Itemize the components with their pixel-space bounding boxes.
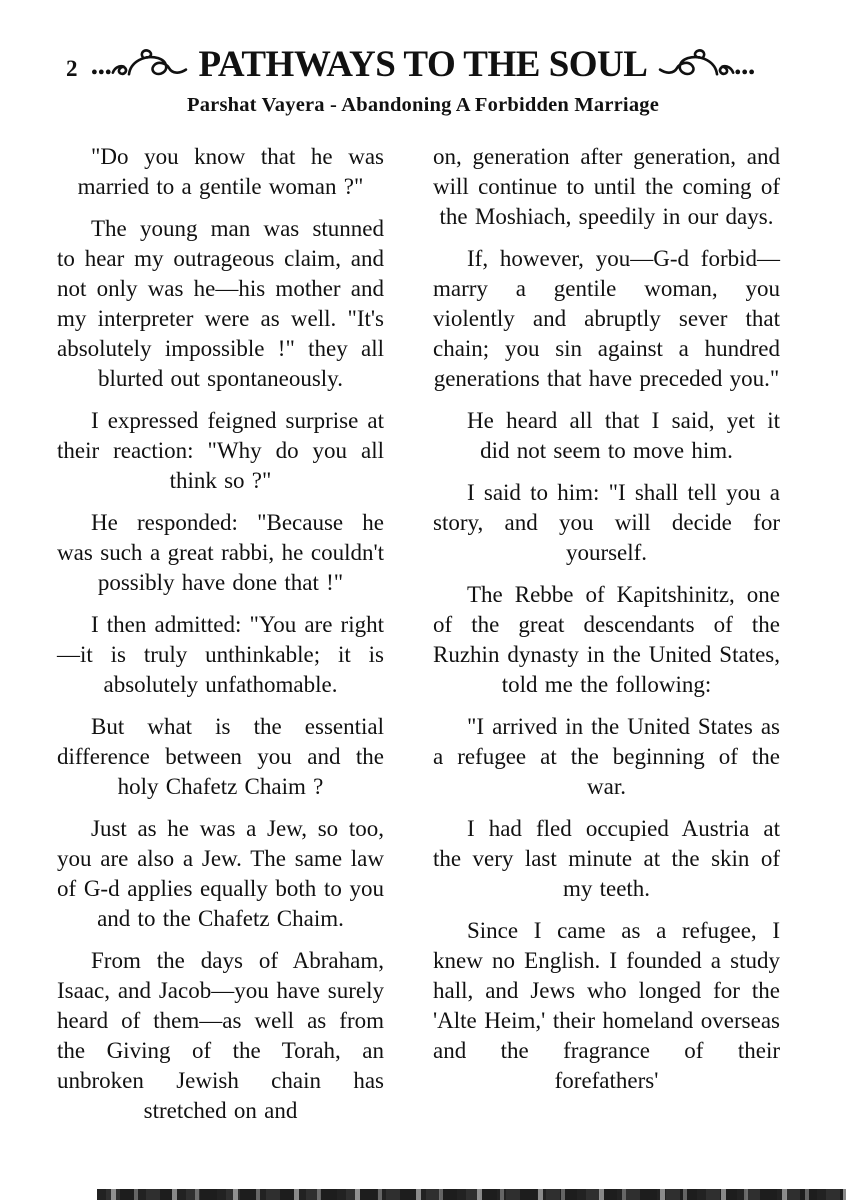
paragraph: The young man was stunned to hear my outrageous claim, and not only was he—his mother and my interpreter were as well. "It's absolutely impossible !" they all blurted out spontaneously. [57, 216, 384, 391]
left-column [57, 142, 384, 1138]
bottom-edge-artifact [97, 1189, 846, 1200]
paragraph: I then admitted: "You are right—it is truly unthinkable; it is absolutely unfathomable. [57, 612, 384, 697]
paragraph: He responded: "Because he was such a great rabbi, he couldn't possibly have done that !" [57, 510, 384, 595]
two-column-text [0, 117, 846, 1138]
page-title: PATHWAYS TO THE SOUL [198, 44, 648, 85]
paragraph: Since I came as a refugee, I knew no English. I founded a study hall, and Jews who longed for the 'Alte Heim,' their homeland overseas and the fragrance of their forefathers' [433, 918, 780, 1093]
chapter-subtitle: Parshat Vayera - Abandoning A Forbidden Marriage [186, 94, 660, 116]
right-column [433, 142, 780, 1138]
paragraph: I expressed feigned surprise at their reaction: "Why do you all think so ?" [57, 408, 384, 493]
paragraph: But what is the essential difference between you and the holy Chafetz Chaim ? [57, 714, 384, 799]
paragraph: I had fled occupied Austria at the very last minute at the skin of my teeth. [433, 816, 780, 901]
paragraph: "I arrived in the United States as a refugee at the beginning of the war. [433, 714, 780, 799]
paragraph: on, generation after generation, and will continue to until the coming of the Moshiach, speedily in our days. [433, 144, 780, 229]
page-header [0, 0, 846, 117]
paragraph: If, however, you—G-d forbid—marry a gentile woman, you violently and abruptly sever that chain; you sin against a hundred generations that have preceded you." [433, 246, 780, 391]
paragraph: He heard all that I said, yet it did not seem to move him. [467, 408, 780, 463]
paragraph: "Do you know that he was married to a gentile woman ?" [77, 144, 384, 199]
flourish-left-icon [89, 48, 189, 82]
page-number: 2 [66, 56, 78, 81]
paragraph: I said to him: "I shall tell you a story, and you will decide for yourself. [433, 480, 780, 565]
paragraph: From the days of Abraham, Isaac, and Jacob—you have surely heard of them—as well as from the Giving of the Torah, an unbroken Jewish chain has stretched on and [57, 948, 384, 1123]
title-row [0, 46, 846, 83]
paragraph: Just as he was a Jew, so too, you are also a Jew. The same law of G-d applies equally both to you and to the Chafetz Chaim. [57, 816, 384, 931]
paragraph: The Rebbe of Kapitshinitz, one of the great descendants of the Ruzhin dynasty in the United States, told me the following: [433, 582, 780, 697]
flourish-right-icon [657, 48, 757, 82]
